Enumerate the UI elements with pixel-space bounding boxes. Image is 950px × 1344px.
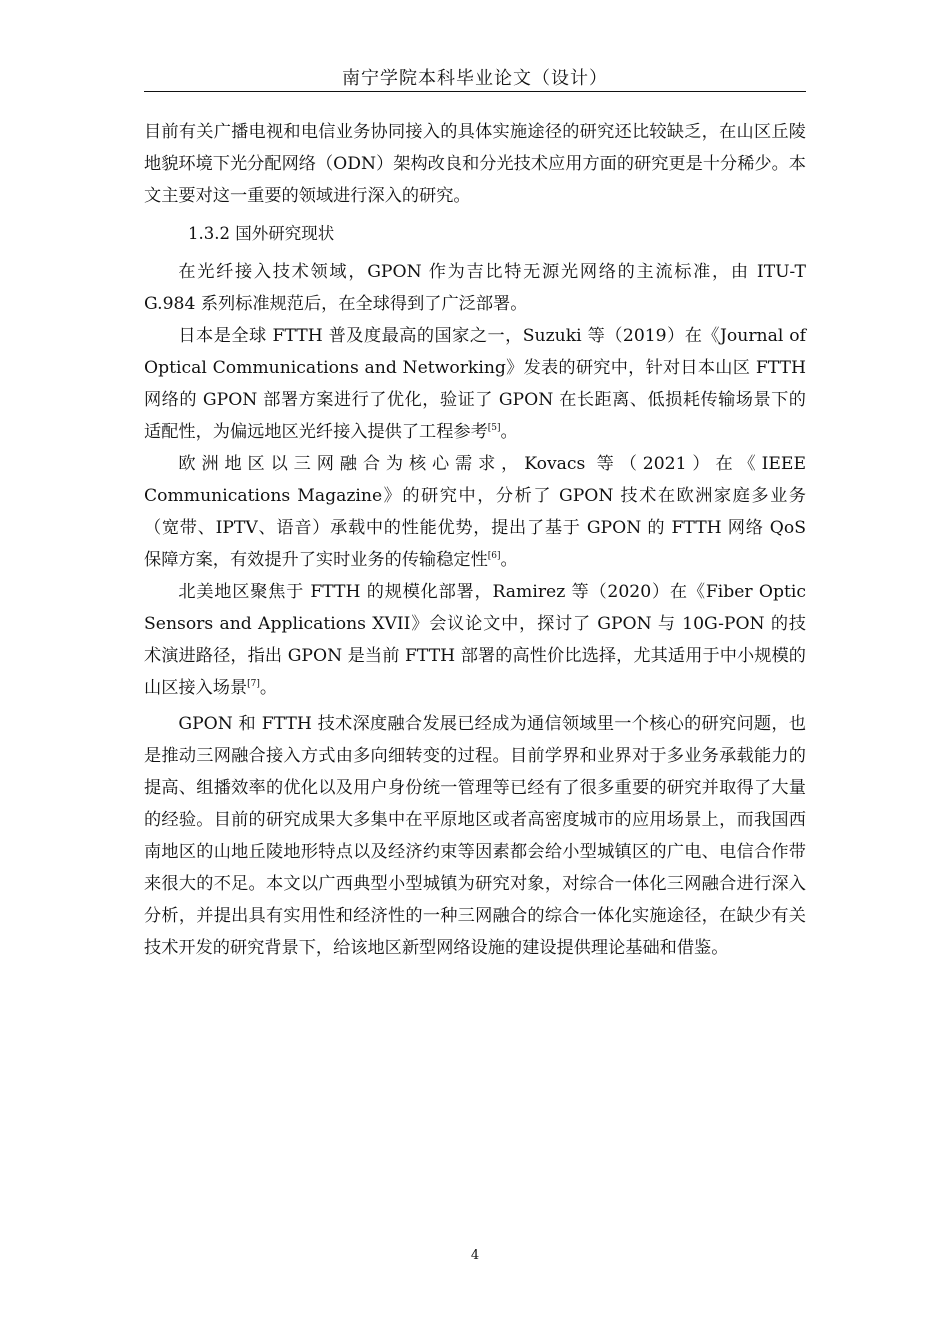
header-rule [144,91,806,92]
paragraph-continuation: 目前有关广播电视和电信业务协同接入的具体实施途径的研究还比较缺乏，在山区丘陵地貌环境下光分配网络（ODN）架构改良和分光技术应用方面的研究更是十分稀少。本文主要对这一重要的领域进行深入的研究。 [144,122,806,206]
paragraph-europe-research [144,448,806,576]
paragraph-gpon-standard: 在光纤接入技术领域，GPON 作为吉比特无源光网络的主流标准，由 ITU-T G.984 系列标准规范后，在全球得到了广泛部署。 [144,262,806,314]
paragraph-text: 欧洲地区以三网融合为核心需求，Kovacs 等（2021）在《IEEE Communications Magazine》的研究中，分析了 GPON 技术在欧洲家庭多业务（宽带、IPTV、语音）承载中的性能优势，提出了基于 GPON 的 FTTH 网络 QoS 保障方案，有效提升了实时业务的传输稳定性 [144,454,806,570]
page-number: 4 [470,1248,480,1263]
section-heading: 1.3.2 国外研究现状 [188,224,335,243]
paragraph-end: 。 [259,678,278,698]
page-header-title: 南宁学院本科毕业论文（设计） [342,68,608,89]
citation-ref: [6] [487,551,501,561]
page-body [144,116,806,964]
paragraph-text: 日本是全球 FTTH 普及度最高的国家之一，Suzuki 等（2019）在《Journal of Optical Communications and Networking》发表的研究中，针对日本山区 FTTH 网络的 GPON 部署方案进行了优化，验证了 GPON 在长距离、低损耗传输场景下的适配性，为偏远地区光纤接入提供了工程参考 [144,326,806,442]
paragraph-summary: GPON 和 FTTH 技术深度融合发展已经成为通信领域里一个核心的研究问题，也是推动三网融合接入方式由多向细转变的过程。目前学界和业界对于多业务承载能力的提高、组播效率的优化以及用户身份统一管理等已经有了很多重要的研究并取得了大量的经验。目前的研究成果大多集中在平原地区或者高密度城市的应用场景上，而我国西南地区的山地丘陵地形特点以及经济约束等因素都会给小型城镇区的广电、电信合作带来很大的不足。本文以广西典型小型城镇为研究对象，对综合一体化三网融合进行深入分析，并提出具有实用性和经济性的一种三网融合的综合一体化实施途径，在缺少有关技术开发的研究背景下，给该地区新型网络设施的建设提供理论基础和借鉴。 [144,714,806,958]
paragraph-end: 。 [500,550,518,570]
paragraph-north-america-research [144,576,806,704]
paragraph-japan-research [144,320,806,448]
citation-ref: [7] [247,679,260,689]
paragraph-end: 。 [500,422,518,442]
paragraph-text: 北美地区聚焦于 FTTH 的规模化部署，Ramirez 等（2020）在《Fiber Optic Sensors and Applications XVII》会议论文中，探讨了 GPON 与 10G-PON 的技术演进路径，指出 GPON 是当前 FTTH 部署的高性价比选择，尤其适用于中小规模的山区接入场景 [144,582,806,698]
citation-ref: [5] [487,423,501,433]
